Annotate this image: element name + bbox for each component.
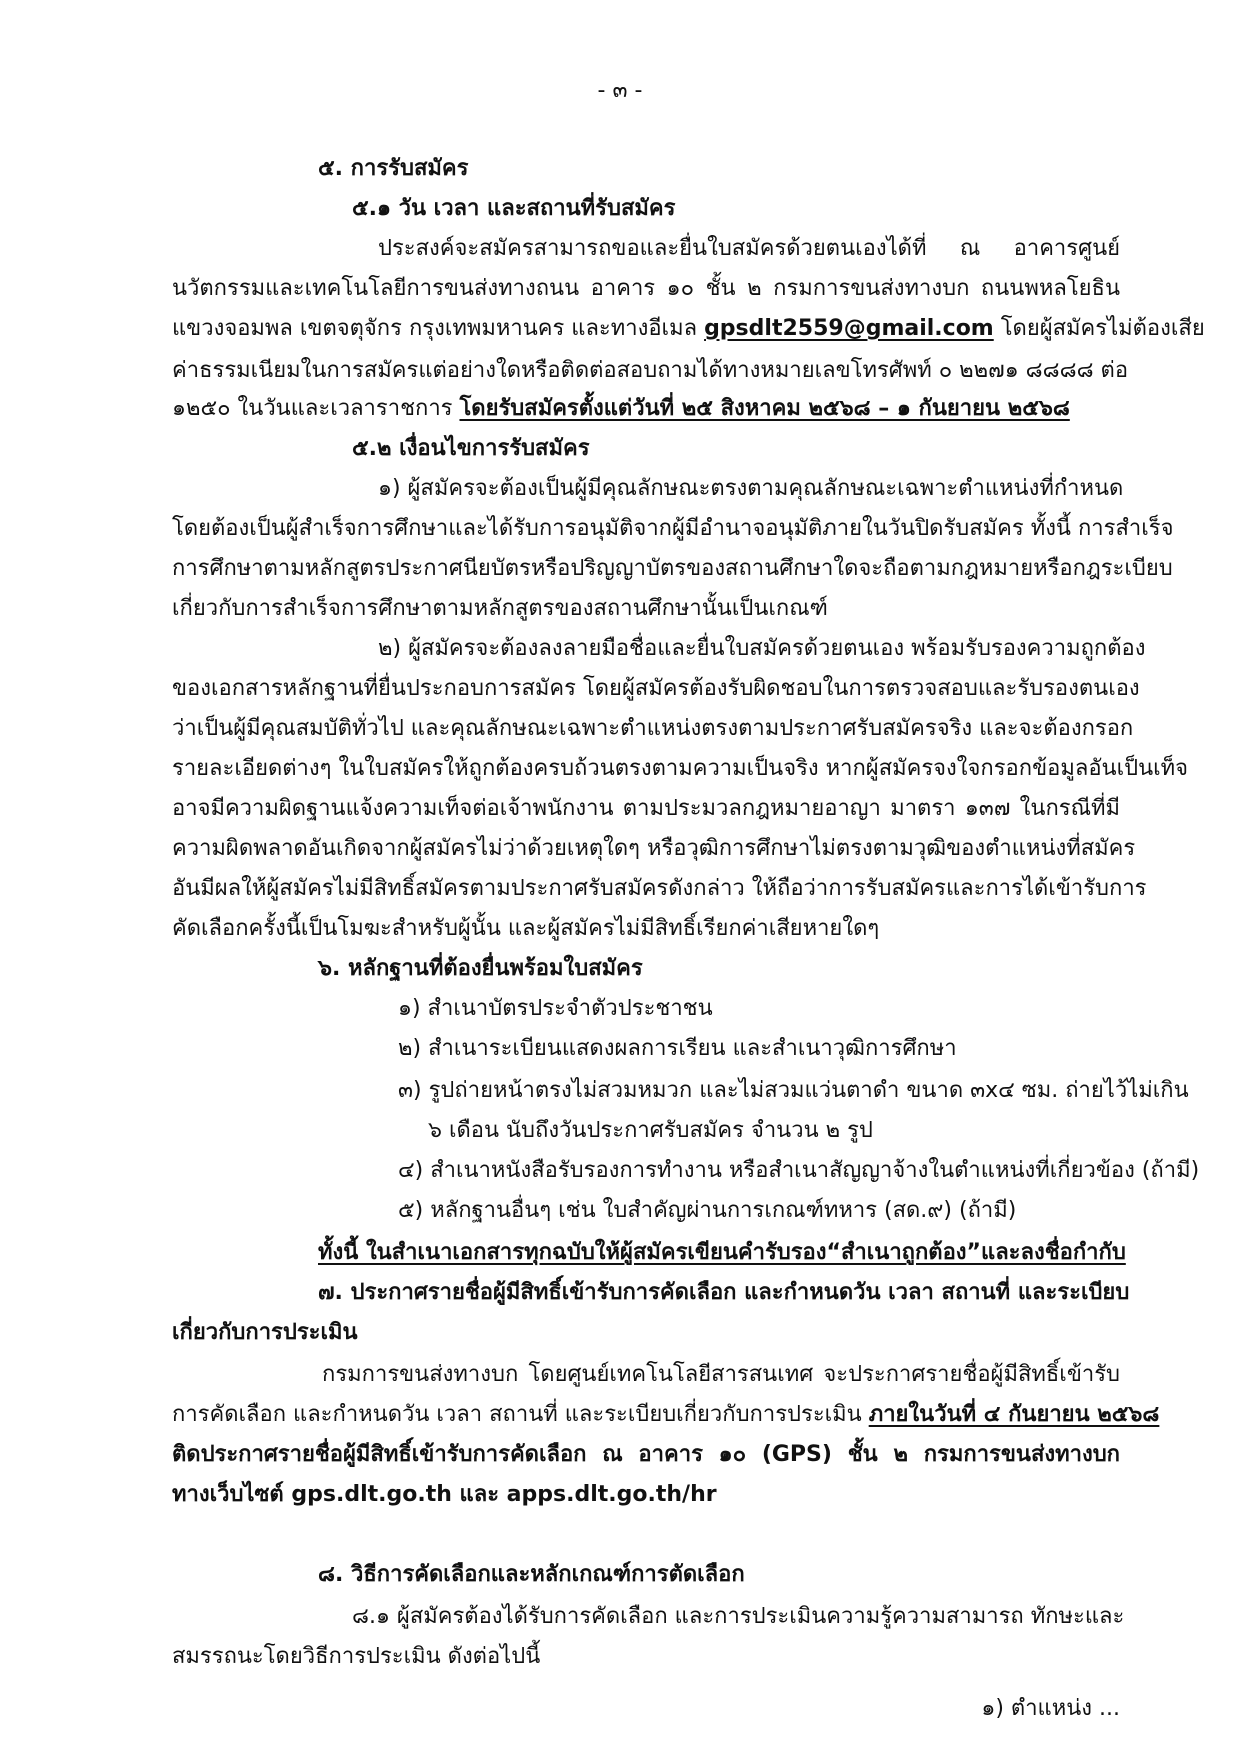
section-5-2-item-2-line-6: ความผิดพลาดอันเกิดจากผู้สมัครไม่ว่าด้วยเหตุใดๆ หรือวุฒิการศึกษาไม่ตรงตามวุฒิของตำแหน่งที่สมัคร [172, 836, 1136, 861]
document-item-3: ๓) รูปถ่ายหน้าตรงไม่สวมหมวก และไม่สวมแว่นตาดำ ขนาด ๓x๔ ซม. ถ่ายไว้ไม่เกิน [398, 1078, 1189, 1103]
section-5-2-item-1-line-1: ๑) ผู้สมัครจะต้องเป็นผู้มีคุณลักษณะตรงตามคุณลักษณะเฉพาะตำแหน่งที่กำหนด [378, 476, 1124, 501]
section-5-2-heading: ๕.๒ เงื่อนไขการรับสมัคร [352, 436, 590, 461]
document-item-4: ๔) สำเนาหนังสือรับรองการทำงาน หรือสำเนาสัญญาจ้างในตำแหน่งที่เกี่ยวข้อง (ถ้ามี) [398, 1158, 1200, 1183]
section-6-heading: ๖. หลักฐานที่ต้องยื่นพร้อมใบสมัคร [318, 956, 643, 981]
announcement-date: ภายในวันที่ ๔ กันยายน ๒๕๖๘ [868, 1402, 1160, 1427]
section-5-1-line-3-tail: โดยผู้สมัครไม่ต้องเสีย [993, 316, 1205, 341]
application-email-link[interactable]: gpsdlt2559@gmail.com [704, 316, 994, 341]
section-7-line-4: ทางเว็บไซต์ gps.dlt.go.th และ apps.dlt.go.th/hr [172, 1482, 717, 1507]
section-5-1-line-5 [172, 390, 1070, 428]
section-8-1-line-2: สมรรถนะโดยวิธีการประเมิน ดังต่อไปนี้ [172, 1644, 541, 1669]
application-period: โดยรับสมัครตั้งแต่วันที่ ๒๕ สิงหาคม ๒๕๖๘ – ๑ กันยายน ๒๕๖๘ [459, 396, 1070, 421]
section-5-2-item-2-line-7: อันมีผลให้ผู้สมัครไม่มีสิทธิ์สมัครตามประกาศรับสมัครดังกล่าว ให้ถือว่าการรับสมัครและการได้เข้ารับการ [172, 876, 1147, 901]
section-5-1-heading: ๕.๑ วัน เวลา และสถานที่รับสมัคร [352, 196, 676, 221]
section-5-1-line-5-text: ๑๒๕๐ ในวันและเวลาราชการ [172, 396, 460, 421]
section-8-heading: ๘. วิธีการคัดเลือกและหลักเกณฑ์การตัดเลือก [318, 1562, 745, 1587]
section-5-2-item-1-line-2: โดยต้องเป็นผู้สำเร็จการศึกษาและได้รับการอนุมัติจากผู้มีอำนาจอนุมัติภายในวันปิดรับสมัคร ทั้งนี้ การสำเร็จ [172, 516, 1174, 541]
section-7-line-2-text: การคัดเลือก และกำหนดวัน เวลา สถานที่ และระเบียบเกี่ยวกับการประเมิน [172, 1402, 869, 1427]
section-5-2-item-2-line-2: ของเอกสารหลักฐานที่ยื่นประกอบการสมัคร โดยผู้สมัครต้องรับผิดชอบในการตรวจสอบและรับรองตนเอง [172, 676, 1140, 701]
section-5-1-line-3-text: แขวงจอมพล เขตจตุจักร กรุงเทพมหานคร และทางอีเมล [172, 316, 705, 341]
section-5-1-line-2: นวัตกรรมและเทคโนโลยีการขนส่งทางถนน อาคาร ๑๐ ชั้น ๒ กรมการขนส่งทางบก ถนนพหลโยธิน [172, 276, 1120, 301]
section-5-1-line-4: ค่าธรรมเนียมในการสมัครแต่อย่างใดหรือติดต่อสอบถามได้ทางหมายเลขโทรศัพท์ ๐ ๒๒๗๑ ๘๘๘๘ ต่อ [172, 358, 1129, 383]
document-item-1: ๑) สำเนาบัตรประจำตัวประชาชน [398, 996, 713, 1021]
section-7-line-3: ติดประกาศรายชื่อผู้มีสิทธิ์เข้ารับการคัดเลือก ณ อาคาร ๑๐ (GPS) ชั้น ๒ กรมการขนส่งทางบก [172, 1442, 1120, 1467]
section-5-2-item-2-line-4: รายละเอียดต่างๆ ในใบสมัครให้ถูกต้องครบถ้วนตรงตามความเป็นจริง หากผู้สมัครจงใจกรอกข้อมูลอันเป็นเท็จ [172, 756, 1189, 781]
section-7-heading-line-2: เกี่ยวกับการประเมิน [172, 1320, 358, 1345]
section-7-line-2 [172, 1396, 1160, 1434]
section-5-1-line-3 [172, 310, 1205, 348]
document-item-2: ๒) สำเนาระเบียนแสดงผลการเรียน และสำเนาวุฒิการศึกษา [398, 1036, 957, 1061]
section-5-2-item-2-line-8: คัดเลือกครั้งนี้เป็นโมฆะสำหรับผู้นั้น และผู้สมัครไม่มีสิทธิ์เรียกค่าเสียหายใดๆ [172, 916, 880, 941]
section-7-heading-line-1: ๗. ประกาศรายชื่อผู้มีสิทธิ์เข้ารับการคัดเลือก และกำหนดวัน เวลา สถานที่ และระเบียบ [318, 1280, 1130, 1305]
section-5-1-line-1: ประสงค์จะสมัครสามารถขอและยื่นใบสมัครด้วยตนเองได้ที่ ณ อาคารศูนย์ [378, 236, 1120, 261]
page-number: - ๓ - [597, 78, 643, 103]
section-7-line-1: กรมการขนส่งทางบก โดยศูนย์เทคโนโลยีสารสนเทศ จะประกาศรายชื่อผู้มีสิทธิ์เข้ารับ [322, 1362, 1120, 1387]
certification-note: ทั้งนี้ ในสำเนาเอกสารทุกฉบับให้ผู้สมัครเขียนคำรับรอง“สำเนาถูกต้อง”และลงชื่อกำกับ [318, 1240, 1126, 1265]
section-8-1-line-1: ๘.๑ ผู้สมัครต้องได้รับการคัดเลือก และการประเมินความรู้ความสามารถ ทักษะและ [352, 1604, 1125, 1629]
section-5-2-item-1-line-3: การศึกษาตามหลักสูตรประกาศนียบัตรหรือปริญญาบัตรของสถานศึกษาใดจะถือตามกฎหมายหรือกฎระเบียบ [172, 556, 1173, 581]
document-item-5: ๕) หลักฐานอื่นๆ เช่น ใบสำคัญผ่านการเกณฑ์ทหาร (สด.๙) (ถ้ามี) [398, 1198, 1017, 1223]
document-item-3-continued: ๖ เดือน นับถึงวันประกาศรับสมัคร จำนวน ๒ รูป [428, 1118, 873, 1143]
section-5-2-item-2-line-1: ๒) ผู้สมัครจะต้องลงลายมือชื่อและยื่นใบสมัครด้วยตนเอง พร้อมรับรองความถูกต้อง [378, 636, 1146, 661]
continuation-marker: ๑) ตำแหน่ง ... [981, 1696, 1120, 1721]
section-5-2-item-2-line-5: อาจมีความผิดฐานแจ้งความเท็จต่อเจ้าพนักงาน ตามประมวลกฎหมายอาญา มาตรา ๑๓๗ ในกรณีที่มี [172, 796, 1120, 821]
section-5-heading: ๕. การรับสมัคร [318, 156, 469, 181]
section-5-2-item-1-line-4: เกี่ยวกับการสำเร็จการศึกษาตามหลักสูตรของสถานศึกษานั้นเป็นเกณฑ์ [172, 596, 828, 621]
section-5-2-item-2-line-3: ว่าเป็นผู้มีคุณสมบัติทั่วไป และคุณลักษณะเฉพาะตำแหน่งตรงตามประกาศรับสมัครจริง และจะต้องกรอก [172, 716, 1134, 741]
